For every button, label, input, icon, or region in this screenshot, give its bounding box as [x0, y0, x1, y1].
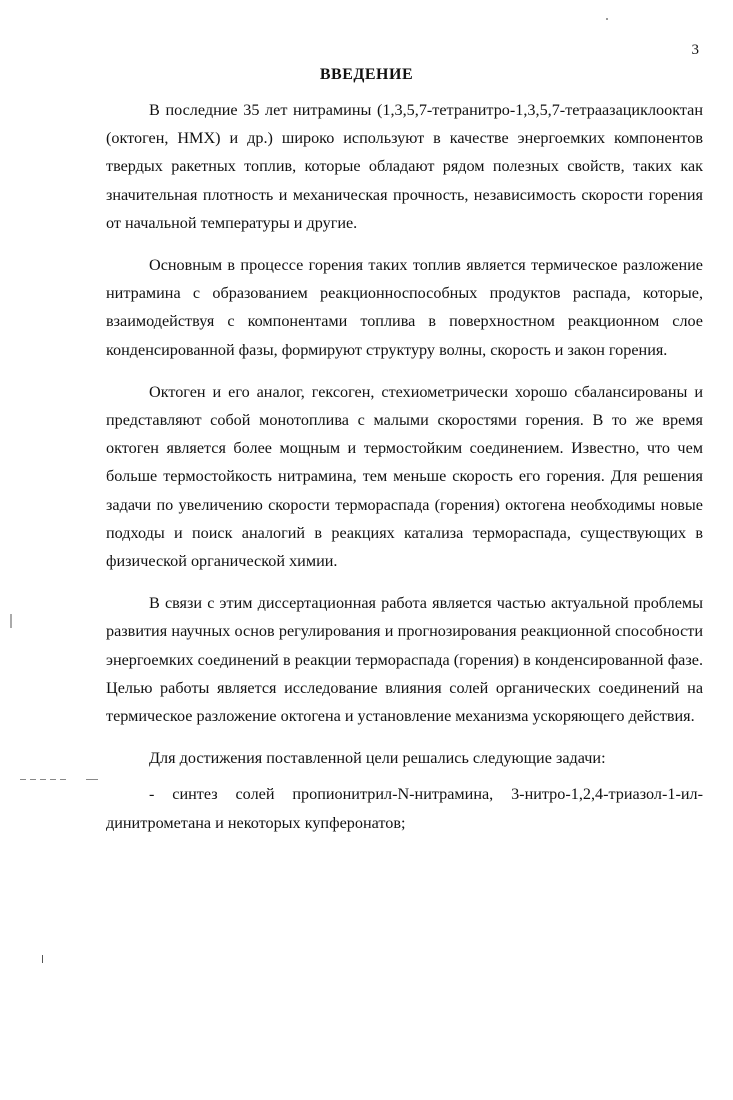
scan-artifact [42, 955, 43, 963]
scan-artifact [20, 779, 70, 780]
document-body [106, 96, 703, 837]
paragraph-intro: В последние 35 лет нитрамины (1,3,5,7-тетранитро-1,3,5,7-тетраазациклооктан (октоген, HMX) и др.) широко используют в качестве энергоемких компонентов твердых ракетных топлив, которые обладают рядом полезных свойств, таких как значительная плотность и механическая прочность, независимость скорости горения от начальной температуры и другие. [106, 101, 703, 232]
paragraph-octogen: Октоген и его аналог, гексоген, стехиометрически хорошо сбалансированы и представляют собой монотоплива с малыми скоростями горения. В то же время октоген является более мощным и термостойким соединением. Известно, что чем больше термостойкость нитрамина, тем меньше скорость его горения. Для решения задачи по увеличению скорости терморaспада (горения) октогена необходимы новые подходы и поиск аналогий в реакциях катализа терморaспада, существующих в физической органической химии. [106, 382, 703, 571]
scan-artifact [10, 614, 12, 628]
scan-artifact [606, 18, 608, 20]
page-title: ВВЕДЕНИЕ [319, 66, 414, 83]
page-number: 3 [691, 42, 699, 58]
paragraph-combustion: Основным в процессе горения таких топлив является термическое разложение нитрамина с образованием реакционноспособных продуктов распада, которые, взаимодействуя с компонентами топлива в поверхностном реакционном слое конденсированной фазы, формируют структуру волны, скорость и закон горения. [106, 256, 703, 359]
paragraph-tasks-intro: Для достижения поставленной цели решались следующие задачи: [149, 749, 606, 768]
paragraph-task-item: - синтез солей пропионитрил-N-нитрамина, 3-нитро-1,2,4-триазол-1-ил-динитрометана и некоторых купферонатов; [106, 785, 703, 832]
scan-artifact [86, 779, 98, 780]
paragraph-goal: В связи с этим диссертационная работа является частью актуальной проблемы развития научных основ регулирования и прогнозирования реакционной способности энергоемких соединений в реакции терморaспада (горения) в конденсированной фазе. Целью работы является исследование влияния солей органических соединений на термическое разложение октогена и установление механизма ускоряющего действия. [106, 594, 703, 726]
